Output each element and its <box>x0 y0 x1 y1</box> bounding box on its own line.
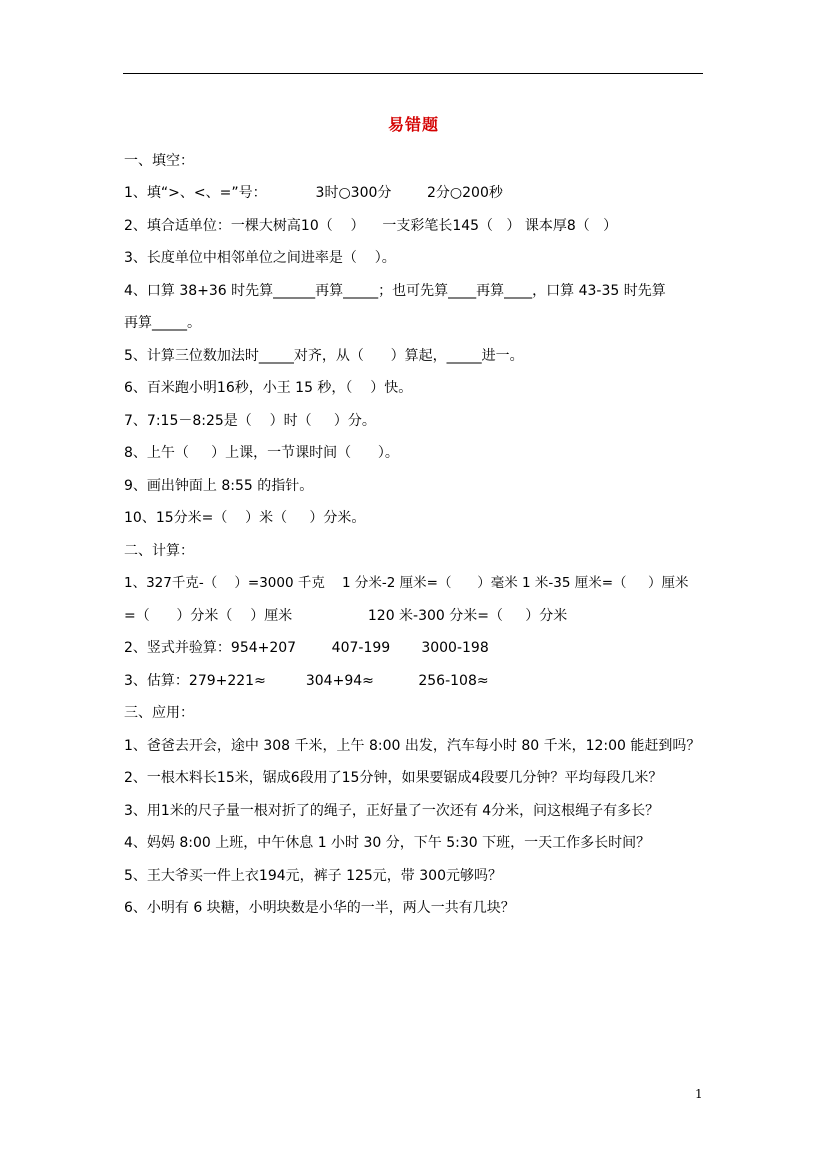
question-line: 7、7:15－8:25是（ ）时（ ）分。 <box>124 413 376 429</box>
question-line: 5、王大爷买一件上衣194元，裤子 125元，带 300元够吗？ <box>124 868 502 884</box>
section-heading-calculation: 二、计算： <box>124 543 194 559</box>
section-heading-fill-in: 一、填空： <box>124 153 194 169</box>
question-line: 3、长度单位中相邻单位之间进率是（ ）。 <box>124 250 396 266</box>
question-line: 8、上午（ ）上课，一节课时间（ ）。 <box>124 445 399 461</box>
question-line: 1、327千克-（ ）=3000 千克 1 分米-2 厘米=（ ）毫米 1 米-35 厘米=（ ）厘米 <box>124 575 689 591</box>
question-line: 2、填合适单位：一棵大树高10（ ） 一支彩笔长145（ ） 课本厚8（ ） <box>124 218 618 234</box>
header-rule <box>123 73 703 74</box>
question-line: 6、小明有 6 块糖，小明块数是小华的一半，两人一共有几块？ <box>124 900 515 916</box>
question-line: 5、计算三位数加法时_____对齐，从（ ）算起，_____进一。 <box>124 348 524 364</box>
question-line: 4、口算 38+36 时先算______再算_____；也可先算____再算____，口算 43-35 时先算 <box>124 283 666 299</box>
question-line: 2、一根木料长15米，锯成6段用了15分钟，如果要锯成4段要几分钟？平均每段几米？ <box>124 770 663 786</box>
question-line: 4、妈妈 8:00 上班，中午休息 1 小时 30 分，下午 5:30 下班，一天工作多长时间？ <box>124 835 651 851</box>
question-line: 2、竖式并验算：954+207 407-199 3000-198 <box>124 640 489 656</box>
question-line: =（ ）分米（ ）厘米 120 米-300 分米=（ ）分米 <box>124 608 568 624</box>
question-line: 6、百米跑小明16秒，小王 15 秒，（ ）快。 <box>124 380 413 396</box>
section-heading-application: 三、应用： <box>124 705 194 721</box>
question-line: 10、15分米=（ ）米（ ）分米。 <box>124 510 366 526</box>
question-line: 1、填“>、<、=”号： 3时○300分 2分○200秒 <box>124 185 503 201</box>
question-line: 3、估算：279+221≈ 304+94≈ 256-108≈ <box>124 673 489 689</box>
question-line: 再算_____。 <box>124 315 201 331</box>
question-line: 3、用1米的尺子量一根对折了的绳子，正好量了一次还有 4分米，问这根绳子有多长？ <box>124 803 660 819</box>
page-number: 1 <box>695 1087 703 1101</box>
question-line: 1、爸爸去开会，途中 308 千米，上午 8:00 出发，汽车每小时 80 千米，12:00 能赶到吗？ <box>124 738 701 754</box>
question-line: 9、画出钟面上 8:55 的指针。 <box>124 478 314 494</box>
page-title: 易错题 <box>387 115 439 134</box>
